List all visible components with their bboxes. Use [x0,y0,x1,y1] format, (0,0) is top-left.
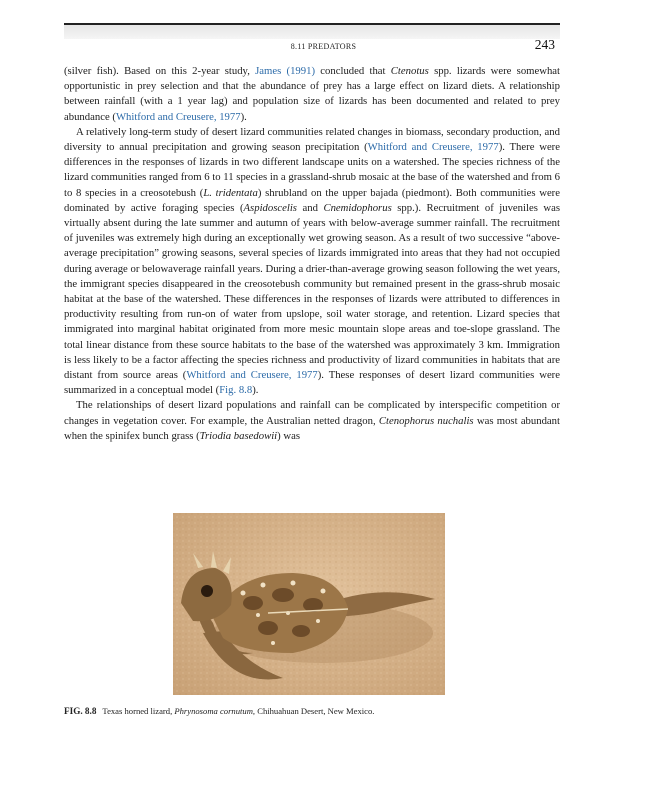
taxon-ctenophorus-nuchalis: Ctenophorus nuchalis [378,414,474,427]
caption-text: Texas horned lizard, [102,706,175,716]
text-run: and [296,201,324,214]
taxon-ctenotus: Ctenotus [390,65,429,77]
figure-label: FIG. 8.8 [64,706,97,716]
text-run: A relatively long-term study of desert lizard communities related changes in biomass, secondary production, and diversity to annual precipitation and growing season precipitation ( [64,125,560,154]
text-run: spp. lizards were somewhat opportunistic in prey selection and that the abundance of prey has a large effect on lizard diets. A relationship between rainfall (with a 1 year lag) and population size of lizards has been documented and related to prey abundance ( [64,65,560,123]
text-run: ). [240,110,247,123]
header-rule [64,23,560,39]
horned-lizard-illustration [173,513,445,695]
body-text [64,64,560,444]
taxon-aspidoscelis: Aspidoscelis [243,201,297,214]
paragraph-2 [64,125,560,399]
text-run: ) was [277,429,300,442]
caption-species: Phrynosoma cornutum [174,706,253,716]
caption-location: , Chihuahuan Desert, New Mexico. [252,706,375,716]
page-number: 243 [534,37,555,52]
lizard-eye [201,585,213,597]
figure-link-8-8[interactable]: Fig. 8.8 [219,384,253,397]
taxon-cnemidophorus: Cnemidophorus [323,201,392,214]
text-run: concluded that [315,65,391,77]
text-run: ) shrubland on the upper bajada (piedmont). Both communities were dominated by active foraging species ( [64,186,560,214]
figure-caption [64,706,564,716]
text-run: spp.). Recruitment of juveniles was virtually absent during the late summer and autumn of years with below-average summer rainfall. The recruitment of juveniles was extremely high during an exceptionally wet growing season. As a result of two successive “above-average precipitation” growing seasons, several species of lizards immigrated into areas that they had not occupied during average or belowaverage rainfall years. During a drier-than-average growing season following the wet years, the immigrant species disappeared in the creosotebush community but remained present in the grass-shrub mosaic habitat at the base of the watershed. These differences in the responses of lizards were attributed to differences in productivity resulting from run-on of water from upslope, soil water storage, and retention. Lizard species that immigrated into marginal habitat originated from more mesic mountain slope areas and toe-slope grassland. The total linear distance from these source habitats to the base of the watershed was approximately 3 km. Immigration is less likely to be a factor affecting the species richness and productivity of lizard communities in habitats that are distant from source areas ( [64,201,560,382]
paragraph-3 [64,398,560,444]
text-run: ). [252,384,259,397]
citation-link-whitford-creusere-1977[interactable]: Whitford and Creusere, 1977 [115,110,241,123]
figure-photo-horned-lizard [173,513,445,695]
citation-link-whitford-creusere-1977[interactable]: Whitford and Creusere, 1977 [186,369,318,382]
paragraph-1 [64,64,560,125]
text-run: ). These responses of desert lizard communities were summarized in a conceptual model ( [64,369,560,397]
citation-link-whitford-creusere-1977[interactable]: Whitford and Creusere, 1977 [367,141,499,154]
taxon-l-tridentata: L. tridentata [203,186,258,199]
taxon-triodia-basedowii: Triodia basedowii [199,429,278,442]
citation-link-james-1991[interactable]: James (1991) [255,65,316,77]
running-head: 8.11 PREDATORS [290,42,357,51]
text-run: was most abundant when the spinifex bunch grass ( [64,414,560,442]
text-run: The relationships of desert lizard populations and rainfall can be complicated by interspecific competition or changes in vegetation cover. For example, the Australian netted dragon, [64,399,560,427]
text-run: (silver fish). Based on this 2-year study, [64,65,256,77]
text-run: ). There were differences in the responses of lizards in two different landscape units on a watershed. The species richness of the lizard communities ranged from 6 to 11 species in a grassland-shrub mosaic at the base of the watershed and from 6 to 8 species in a creosotebush ( [64,141,560,199]
